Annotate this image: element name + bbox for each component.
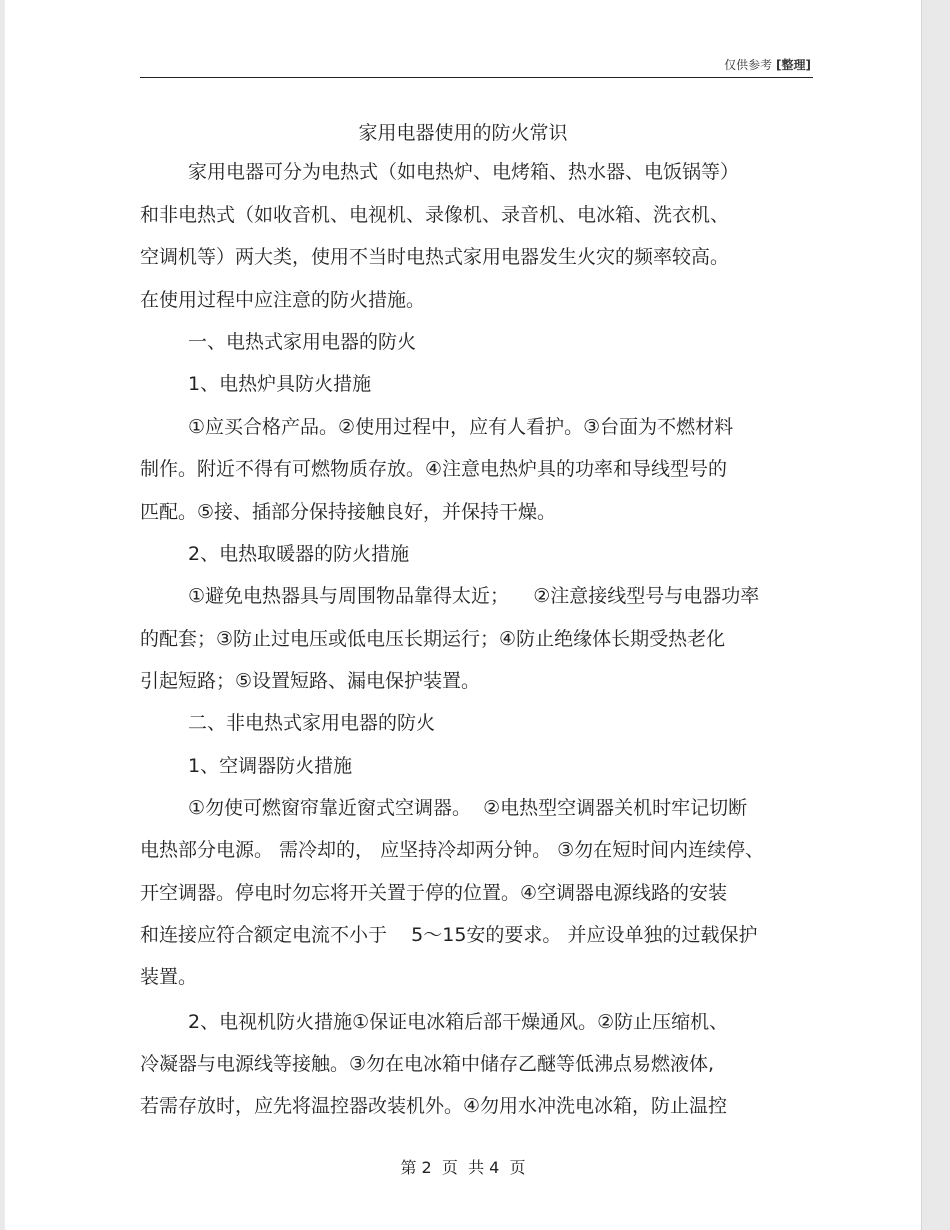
paragraph-line: 2、电视机防火措施①保证电冰箱后部干燥通风。②防止压缩机、 (188, 1011, 729, 1033)
paragraph-line: 装置。 (140, 966, 198, 988)
paragraph-line: ①应买合格产品。②使用过程中，应有人看护。③台面为不燃材料 (188, 416, 734, 438)
header-note-text: 仅供参考 (724, 58, 773, 72)
subsection-heading: 1、电热炉具防火措施 (188, 373, 372, 395)
paragraph-line: 电热部分电源。 需冷却的， 应坚持冷却两分钟。 ③勿在短时间内连续停、 (140, 839, 765, 861)
header-rule (140, 77, 813, 78)
header-note (724, 56, 811, 73)
paragraph-line: 空调机等）两大类，使用不当时电热式家用电器发生火灾的频率较高。 (140, 246, 730, 268)
paragraph-line: ①避免电热器具与周围物品靠得太近； ②注意接线型号与电器功率 (188, 585, 760, 607)
section-heading: 一、电热式家用电器的防火 (188, 331, 417, 353)
paragraph-line: 的配套；③防止过电压或低电压长期运行；④防止绝缘体长期受热老化 (140, 628, 726, 650)
section-heading: 二、非电热式家用电器的防火 (188, 712, 436, 734)
subsection-heading: 2、电热取暖器的防火措施 (188, 543, 410, 565)
page-number: 第 2 页 共 4 页 (400, 1158, 526, 1177)
paragraph-line: 在使用过程中应注意的防火措施。 (140, 289, 426, 311)
subsection-heading: 1、空调器防火措施 (188, 755, 353, 777)
paragraph-line: 匹配。⑤接、插部分保持接触良好，并保持干燥。 (140, 501, 557, 523)
document-title: 家用电器使用的防火常识 (358, 122, 568, 144)
paragraph-line: 引起短路；⑤设置短路、漏电保护装置。 (140, 670, 481, 692)
paragraph-line: 和非电热式（如收音机、电视机、录像机、录音机、电冰箱、洗衣机、 (140, 204, 730, 226)
paragraph-line: 制作。附近不得有可燃物质存放。④注意电热炉具的功率和导线型号的 (140, 458, 728, 480)
paragraph-line: ①勿使可燃窗帘靠近窗式空调器。 ②电热型空调器关机时牢记切断 (188, 797, 748, 819)
header-note-tag: [整理] (776, 58, 811, 72)
paragraph-line: 家用电器可分为电热式（如电热炉、电烤箱、热水器、电饭锅等） (188, 161, 740, 183)
paragraph-line: 若需存放时，应先将温控器改装机外。④勿用水冲洗电冰箱，防止温控 (140, 1095, 728, 1117)
paragraph-line: 开空调器。停电时勿忘将开关置于停的位置。④空调器电源线路的安装 (140, 882, 728, 904)
paragraph-line: 冷凝器与电源线等接触。③勿在电冰箱中储存乙醚等低沸点易燃液体, (140, 1053, 715, 1075)
document-page (4, 0, 922, 1230)
paragraph-line: 和连接应符合额定电流不小于 5～15安的要求。 并应设单独的过载保护 (140, 924, 758, 946)
